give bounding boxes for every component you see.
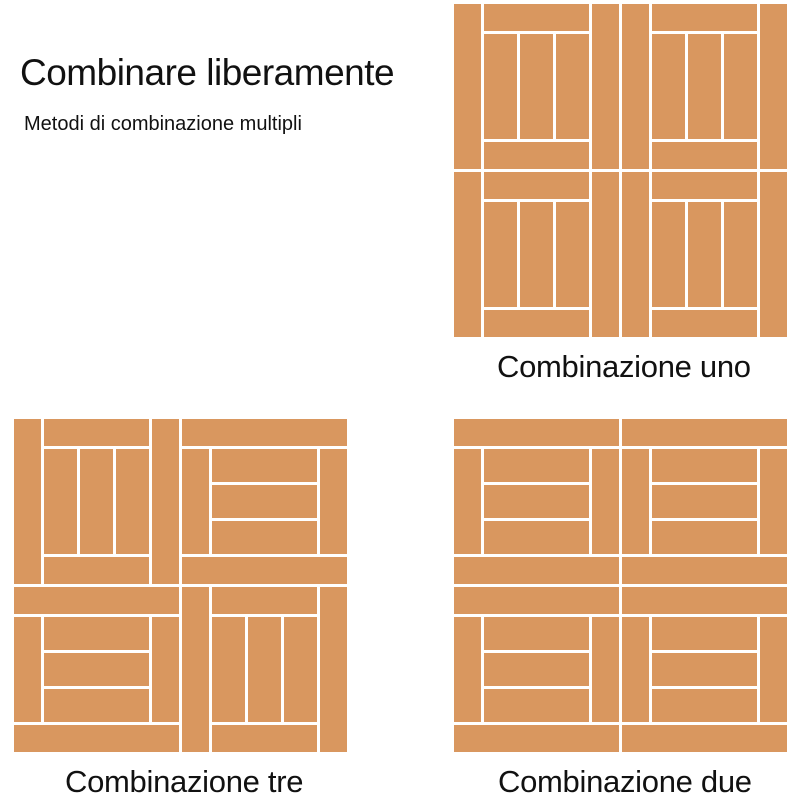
wood-plank bbox=[14, 587, 179, 614]
wood-plank bbox=[212, 725, 317, 752]
wood-plank bbox=[652, 617, 757, 650]
wood-plank bbox=[484, 202, 517, 307]
wood-plank bbox=[592, 172, 619, 337]
wood-plank bbox=[44, 557, 149, 584]
wood-plank bbox=[454, 725, 619, 752]
wood-plank bbox=[760, 617, 787, 722]
wood-plank bbox=[592, 4, 619, 169]
wood-plank bbox=[116, 449, 149, 554]
page-title: Combinare liberamente bbox=[20, 52, 395, 93]
wood-plank bbox=[212, 587, 317, 614]
wood-plank bbox=[622, 725, 787, 752]
wood-plank bbox=[212, 449, 317, 482]
wood-plank bbox=[652, 142, 757, 169]
wood-plank bbox=[484, 485, 589, 518]
wood-plank bbox=[592, 449, 619, 554]
wood-plank bbox=[212, 485, 317, 518]
wood-plank bbox=[484, 617, 589, 650]
combination-one-label: Combinazione uno bbox=[497, 349, 751, 384]
wood-plank bbox=[44, 689, 149, 722]
wood-plank bbox=[454, 4, 481, 169]
wood-plank bbox=[152, 617, 179, 722]
wood-plank bbox=[80, 449, 113, 554]
combination-three-label: Combinazione tre bbox=[65, 764, 304, 799]
wood-plank bbox=[454, 172, 481, 337]
wood-plank bbox=[44, 617, 149, 650]
wood-plank bbox=[152, 419, 179, 584]
wood-plank bbox=[284, 617, 317, 722]
wood-plank bbox=[652, 34, 685, 139]
wood-plank bbox=[484, 689, 589, 722]
wood-plank bbox=[484, 449, 589, 482]
wood-plank bbox=[484, 4, 589, 31]
wood-plank bbox=[652, 521, 757, 554]
wood-plank bbox=[652, 4, 757, 31]
wood-plank bbox=[14, 419, 41, 584]
wood-plank bbox=[688, 202, 721, 307]
wood-plank bbox=[760, 172, 787, 337]
wood-plank bbox=[622, 587, 787, 614]
wood-plank bbox=[484, 521, 589, 554]
wood-plank bbox=[44, 653, 149, 686]
wood-plank bbox=[212, 617, 245, 722]
wood-plank bbox=[724, 34, 757, 139]
wood-plank bbox=[320, 449, 347, 554]
wood-plank bbox=[760, 449, 787, 554]
wood-plank bbox=[724, 202, 757, 307]
page-subtitle: Metodi di combinazione multipli bbox=[24, 113, 302, 135]
wood-plank bbox=[454, 587, 619, 614]
wood-plank bbox=[454, 557, 619, 584]
wood-plank bbox=[688, 34, 721, 139]
wood-plank bbox=[622, 557, 787, 584]
wood-plank bbox=[212, 521, 317, 554]
wood-plank bbox=[320, 587, 347, 752]
wood-plank bbox=[454, 419, 619, 446]
wood-plank bbox=[652, 310, 757, 337]
wood-plank bbox=[520, 34, 553, 139]
wood-plank bbox=[182, 449, 209, 554]
wood-plank bbox=[652, 202, 685, 307]
combination-three-pattern bbox=[12, 417, 348, 753]
wood-plank bbox=[652, 485, 757, 518]
wood-plank bbox=[520, 202, 553, 307]
wood-plank bbox=[14, 725, 179, 752]
wood-plank bbox=[652, 653, 757, 686]
wood-plank bbox=[652, 449, 757, 482]
combination-two-label: Combinazione due bbox=[498, 764, 752, 799]
combination-two-pattern bbox=[452, 417, 788, 753]
wood-plank bbox=[182, 419, 347, 446]
wood-plank bbox=[556, 202, 589, 307]
wood-plank bbox=[556, 34, 589, 139]
wood-plank bbox=[44, 419, 149, 446]
wood-plank bbox=[454, 617, 481, 722]
wood-plank bbox=[484, 142, 589, 169]
wood-plank bbox=[14, 617, 41, 722]
wood-plank bbox=[484, 172, 589, 199]
wood-plank bbox=[248, 617, 281, 722]
wood-plank bbox=[484, 310, 589, 337]
wood-plank bbox=[622, 172, 649, 337]
wood-plank bbox=[622, 617, 649, 722]
wood-plank bbox=[652, 689, 757, 722]
wood-plank bbox=[44, 449, 77, 554]
wood-plank bbox=[760, 4, 787, 169]
wood-plank bbox=[454, 449, 481, 554]
wood-plank bbox=[622, 419, 787, 446]
wood-plank bbox=[592, 617, 619, 722]
combination-one-pattern bbox=[452, 2, 788, 338]
wood-plank bbox=[182, 557, 347, 584]
wood-plank bbox=[622, 449, 649, 554]
wood-plank bbox=[622, 4, 649, 169]
wood-plank bbox=[484, 34, 517, 139]
wood-plank bbox=[182, 587, 209, 752]
wood-plank bbox=[484, 653, 589, 686]
wood-plank bbox=[652, 172, 757, 199]
